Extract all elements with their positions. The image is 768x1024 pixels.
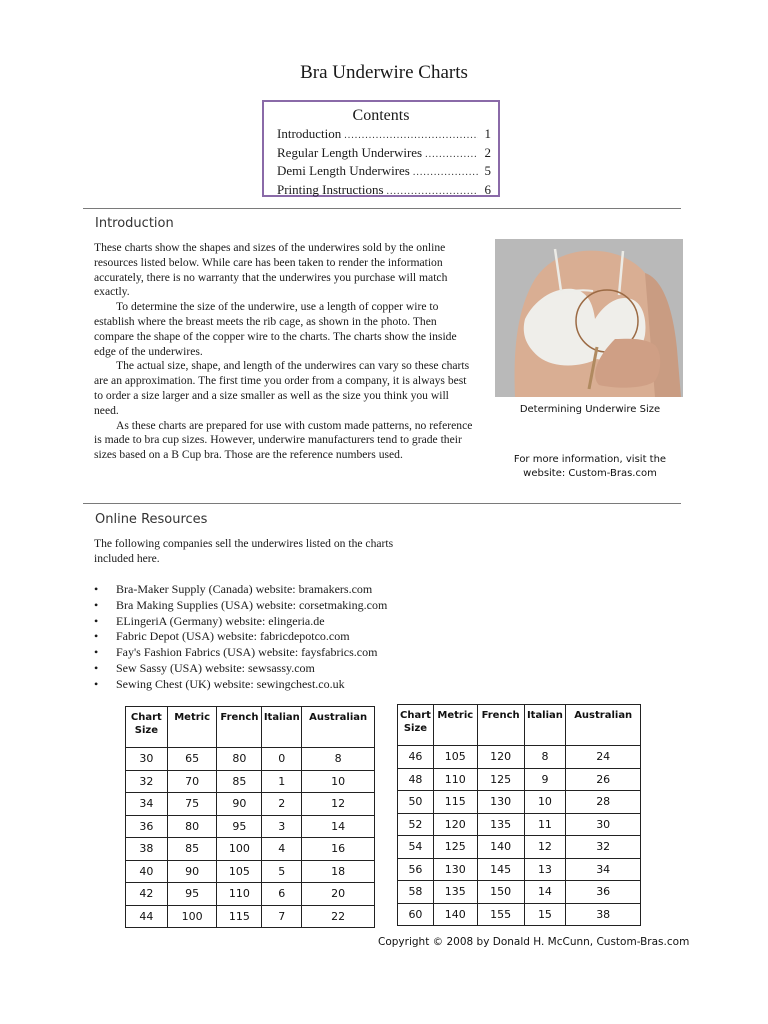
table-cell: 40 <box>126 860 168 883</box>
table-cell: 38 <box>126 838 168 861</box>
table-row <box>398 836 641 859</box>
underwire-photo-illustration <box>495 239 683 397</box>
table-cell: 8 <box>302 748 375 771</box>
toc-item-label: Printing Instructions <box>277 181 384 197</box>
table-cell: 15 <box>524 903 566 926</box>
table-row <box>398 746 641 769</box>
table-cell: 13 <box>524 858 566 881</box>
table-cell: 11 <box>524 813 566 836</box>
table-cell: 30 <box>126 748 168 771</box>
table-cell: 155 <box>477 903 524 926</box>
toc-item-page: 6 <box>484 181 491 197</box>
table-header-row <box>126 707 375 748</box>
header-australian: Australian <box>302 707 375 748</box>
table-cell: 100 <box>217 838 262 861</box>
table-cell: 32 <box>126 770 168 793</box>
table-cell: 135 <box>477 813 524 836</box>
introduction-body <box>94 241 474 463</box>
more-info-line-1: For more information, visit the <box>513 454 667 465</box>
table-cell: 18 <box>302 860 375 883</box>
resource-item: • Sewing Chest (UK) website: sewingchest.co.uk <box>94 677 387 693</box>
table-cell: 14 <box>302 815 375 838</box>
table-cell: 46 <box>398 746 434 769</box>
table-row <box>126 793 375 816</box>
table-row <box>398 858 641 881</box>
table-cell: 140 <box>433 903 477 926</box>
table-row <box>398 768 641 791</box>
table-row <box>398 881 641 904</box>
table-row <box>126 815 375 838</box>
table-cell: 125 <box>433 836 477 859</box>
table-cell: 12 <box>302 793 375 816</box>
table-cell: 150 <box>477 881 524 904</box>
toc-leader <box>425 147 478 164</box>
table-cell: 32 <box>566 836 641 859</box>
underwire-photo <box>495 239 683 397</box>
table-row <box>126 905 375 928</box>
table-cell: 26 <box>566 768 641 791</box>
table-cell: 8 <box>524 746 566 769</box>
table-cell: 130 <box>433 858 477 881</box>
table-cell: 7 <box>262 905 302 928</box>
table-cell: 24 <box>566 746 641 769</box>
table-cell: 9 <box>524 768 566 791</box>
header-australian: Australian <box>566 705 641 746</box>
table-cell: 75 <box>167 793 217 816</box>
table-cell: 135 <box>433 881 477 904</box>
size-table-right-body <box>398 746 641 926</box>
table-cell: 115 <box>433 791 477 814</box>
table-cell: 30 <box>566 813 641 836</box>
header-italian: Italian <box>262 707 302 748</box>
table-cell: 48 <box>398 768 434 791</box>
resource-list <box>94 582 387 693</box>
table-cell: 140 <box>477 836 524 859</box>
table-row <box>398 791 641 814</box>
header-chart-size: Chart Size <box>398 705 434 746</box>
table-row <box>398 903 641 926</box>
table-cell: 12 <box>524 836 566 859</box>
table-cell: 36 <box>566 881 641 904</box>
table-cell: 95 <box>167 883 217 906</box>
resource-item: • Sew Sassy (USA) website: sewsassy.com <box>94 661 387 677</box>
table-cell: 14 <box>524 881 566 904</box>
contents-heading: Contents <box>352 107 410 124</box>
toc-leader <box>387 184 478 201</box>
intro-paragraph: These charts show the shapes and sizes of the underwires sold by the online resources listed below. While care has been taken to render the information accurately, there is no warranty that the underwires you purchase will match exactly. <box>94 241 448 299</box>
toc-item-demi-length[interactable] <box>277 163 491 182</box>
size-table-left <box>125 706 375 928</box>
contents-box <box>262 100 500 197</box>
resource-item: • ELingeriA (Germany) website: elingeria.de <box>94 614 387 630</box>
table-cell: 90 <box>217 793 262 816</box>
table-cell: 65 <box>167 748 217 771</box>
photo-caption: Determining Underwire Size <box>519 404 661 415</box>
table-cell: 0 <box>262 748 302 771</box>
size-table-left-body <box>126 748 375 928</box>
resource-item: • Fay's Fashion Fabrics (USA) website: faysfabrics.com <box>94 645 387 661</box>
table-cell: 80 <box>167 815 217 838</box>
table-cell: 6 <box>262 883 302 906</box>
table-cell: 1 <box>262 770 302 793</box>
table-cell: 145 <box>477 858 524 881</box>
table-cell: 22 <box>302 905 375 928</box>
toc-item-page: 5 <box>484 163 491 178</box>
header-metric: Metric <box>433 705 477 746</box>
table-cell: 5 <box>262 860 302 883</box>
table-row <box>398 813 641 836</box>
online-resources-heading: Online Resources <box>95 512 208 527</box>
table-cell: 85 <box>167 838 217 861</box>
table-cell: 105 <box>217 860 262 883</box>
table-cell: 34 <box>566 858 641 881</box>
table-cell: 2 <box>262 793 302 816</box>
header-french: French <box>217 707 262 748</box>
table-cell: 58 <box>398 881 434 904</box>
table-cell: 85 <box>217 770 262 793</box>
resource-item: • Bra-Maker Supply (Canada) website: bramakers.com <box>94 582 387 598</box>
toc-list <box>277 126 491 200</box>
toc-leader <box>344 128 478 145</box>
table-cell: 120 <box>477 746 524 769</box>
table-cell: 95 <box>217 815 262 838</box>
table-cell: 105 <box>433 746 477 769</box>
table-cell: 10 <box>302 770 375 793</box>
table-cell: 110 <box>433 768 477 791</box>
table-cell: 115 <box>217 905 262 928</box>
table-cell: 100 <box>167 905 217 928</box>
toc-leader <box>413 165 478 182</box>
document-title: Bra Underwire Charts <box>300 62 468 83</box>
table-cell: 52 <box>398 813 434 836</box>
resource-item: • Fabric Depot (USA) website: fabricdepotco.com <box>94 629 387 645</box>
header-metric: Metric <box>167 707 217 748</box>
toc-item-page: 2 <box>484 144 491 160</box>
table-cell: 38 <box>566 903 641 926</box>
table-header-row <box>398 705 641 746</box>
online-resources-intro: The following companies sell the underwires listed on the charts included here. <box>94 537 394 565</box>
header-french: French <box>477 705 524 746</box>
table-row <box>126 748 375 771</box>
table-cell: 44 <box>126 905 168 928</box>
more-info-line-2: website: Custom-Bras.com <box>523 468 657 479</box>
header-chart-size: Chart Size <box>126 707 168 748</box>
table-cell: 42 <box>126 883 168 906</box>
table-row <box>126 770 375 793</box>
section-divider <box>83 208 681 209</box>
toc-item-page: 1 <box>484 126 491 141</box>
table-cell: 80 <box>217 748 262 771</box>
table-cell: 110 <box>217 883 262 906</box>
toc-item-introduction[interactable] <box>277 126 491 145</box>
table-cell: 70 <box>167 770 217 793</box>
header-italian: Italian <box>524 705 566 746</box>
table-cell: 50 <box>398 791 434 814</box>
table-cell: 130 <box>477 791 524 814</box>
intro-paragraph: The actual size, shape, and length of the underwires can vary so these charts are an approximation. The first time you order from a company, it is always best to order a size larger and a size smaller as well as the size you think you will need. <box>94 359 470 417</box>
table-cell: 10 <box>524 791 566 814</box>
table-cell: 54 <box>398 836 434 859</box>
table-cell: 56 <box>398 858 434 881</box>
toc-item-label: Demi Length Underwires <box>277 163 410 178</box>
table-row <box>126 883 375 906</box>
resource-item: • Bra Making Supplies (USA) website: corsetmaking.com <box>94 598 387 614</box>
table-cell: 3 <box>262 815 302 838</box>
table-row <box>126 838 375 861</box>
table-cell: 28 <box>566 791 641 814</box>
table-cell: 4 <box>262 838 302 861</box>
table-row <box>126 860 375 883</box>
table-cell: 36 <box>126 815 168 838</box>
table-cell: 60 <box>398 903 434 926</box>
toc-item-label: Introduction <box>277 126 342 141</box>
section-divider <box>83 503 681 504</box>
intro-paragraph: To determine the size of the underwire, use a length of copper wire to establish where the breast meets the rib cage, as shown in the photo. Then compare the shape of the copper wire to the charts. The charts show the inside edge of the underwires. <box>94 300 457 358</box>
table-cell: 20 <box>302 883 375 906</box>
table-cell: 125 <box>477 768 524 791</box>
table-cell: 34 <box>126 793 168 816</box>
intro-paragraph: As these charts are prepared for use with custom made patterns, no reference is made to bra cup sizes. However, underwire manufacturers tend to grade their sizes based on a B Cup bra. Those are the reference numbers used. <box>94 418 473 462</box>
table-cell: 16 <box>302 838 375 861</box>
size-table-right <box>397 704 641 926</box>
table-cell: 120 <box>433 813 477 836</box>
toc-item-printing[interactable] <box>277 182 491 201</box>
toc-item-label: Regular Length Underwires <box>277 144 423 160</box>
toc-item-regular-length[interactable] <box>277 145 491 164</box>
introduction-heading: Introduction <box>95 216 174 231</box>
table-cell: 90 <box>167 860 217 883</box>
copyright: Copyright © 2008 by Donald H. McCunn, Custom-Bras.com <box>378 936 690 948</box>
